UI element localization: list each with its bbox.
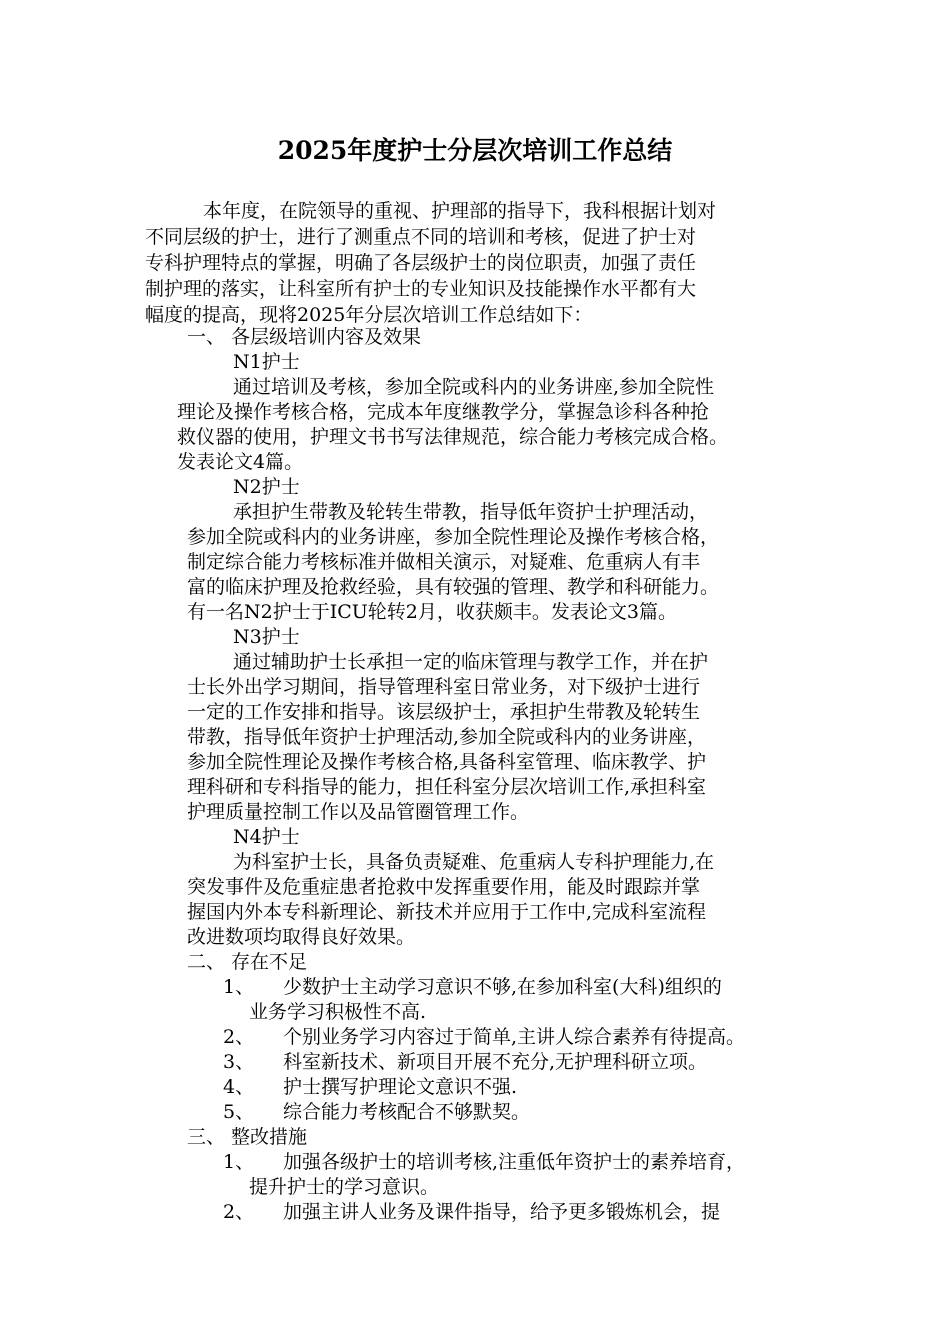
n2-line: 制定综合能力考核标准并做相关演示，对疑难、危重病人有丰: [187, 551, 701, 573]
list-number: 1、: [223, 1151, 255, 1173]
list-number: 4、: [223, 1076, 255, 1098]
list-number: 5、: [223, 1101, 255, 1123]
section-heading: 三、 整改措施: [187, 1126, 308, 1148]
n3-line: 一定的工作安排和指导。该层级护士，承担护生带教及轮转生: [187, 701, 701, 723]
list-item: 护士撰写护理论文意识不强.: [283, 1076, 518, 1098]
intro-line: 本年度，在院领导的重视、护理部的指导下，我科根据计划对: [203, 200, 717, 222]
intro-line: 幅度的提高，现将2025年分层次培训工作总结如下：: [145, 304, 593, 326]
list-number: 2、: [223, 1026, 255, 1048]
n1-line: 通过培训及考核，参加全院或科内的业务讲座,参加全院性: [233, 376, 715, 398]
subsection-label-n4: N4护士: [233, 826, 300, 848]
n1-line: 发表论文4篇。: [177, 451, 304, 473]
n4-line: 突发事件及危重症患者抢救中发挥重要作用，能及时跟踪并掌: [187, 876, 701, 898]
section-heading: 一、 各层级培训内容及效果: [187, 326, 422, 348]
n4-line: 改进数项均取得良好效果。: [187, 926, 416, 948]
list-number: 2、: [223, 1201, 255, 1223]
list-item: 加强各级护士的培训考核,注重低年资护士的素养培育，: [283, 1151, 746, 1173]
list-item-continuation: 提升护士的学习意识。: [249, 1176, 440, 1198]
list-item: 综合能力考核配合不够默契。: [283, 1101, 531, 1123]
n3-line: 通过辅助护士长承担一定的临床管理与教学工作，并在护: [233, 651, 709, 673]
list-item: 少数护士主动学习意识不够,在参加科室(大科)组织的: [283, 976, 722, 998]
n4-line: 为科室护士长，具备负责疑难、危重病人专科护理能力,在: [233, 851, 715, 873]
list-item: 加强主讲人业务及课件指导，给予更多锻炼机会，提: [283, 1201, 721, 1223]
subsection-label-n3: N3护士: [233, 626, 300, 648]
n1-line: 理论及操作考核合格，完成本年度继教学分，掌握急诊科各种抢: [177, 401, 710, 423]
intro-line: 不同层级的护士，进行了测重点不同的培训和考核，促进了护士对: [145, 226, 697, 248]
list-number: 3、: [223, 1051, 255, 1073]
intro-line: 制护理的落实，让科室所有护士的专业知识及技能操作水平都有大: [145, 278, 697, 300]
n2-line: 参加全院或科内的业务讲座，参加全院性理论及操作考核合格，: [187, 526, 720, 548]
n1-line: 救仪器的使用，护理文书书写法律规范，综合能力考核完成合格。: [177, 426, 729, 448]
list-item: 个别业务学习内容过于简单,主讲人综合素养有待提高。: [283, 1026, 746, 1048]
list-item: 科室新技术、新项目开展不充分,无护理科研立项。: [283, 1051, 708, 1073]
n3-line: 带教，指导低年资护士护理活动,参加全院或科内的业务讲座，: [187, 726, 707, 748]
n3-line: 理科研和专科指导的能力，担任科室分层次培训工作,承担科室: [187, 776, 707, 798]
document-title: 2025年度护士分层次培训工作总结: [277, 136, 673, 165]
section-heading: 二、 存在不足: [187, 951, 308, 973]
intro-line: 专科护理特点的掌握，明确了各层级护士的岗位职责，加强了责任: [145, 252, 697, 274]
n3-line: 士长外出学习期间，指导管理科室日常业务，对下级护士进行: [187, 676, 701, 698]
n2-line: 富的临床护理及抢救经验，具有较强的管理、教学和科研能力。: [187, 576, 720, 598]
n4-line: 握国内外本专科新理论、新技术并应用于工作中,完成科室流程: [187, 901, 707, 923]
n2-line: 有一名N2护士于ICU轮转2月，收获颇丰。发表论文3篇。: [187, 601, 677, 623]
n3-line: 参加全院性理论及操作考核合格,具备科室管理、临床教学、护: [187, 751, 707, 773]
subsection-label-n1: N1护士: [233, 351, 300, 373]
n3-line: 护理质量控制工作以及品管圈管理工作。: [187, 801, 530, 823]
subsection-label-n2: N2护士: [233, 476, 300, 498]
list-number: 1、: [223, 976, 255, 998]
n2-line: 承担护生带教及轮转生带教，指导低年资护士护理活动，: [233, 501, 709, 523]
list-item-continuation: 业务学习积极性不高.: [249, 1001, 427, 1023]
